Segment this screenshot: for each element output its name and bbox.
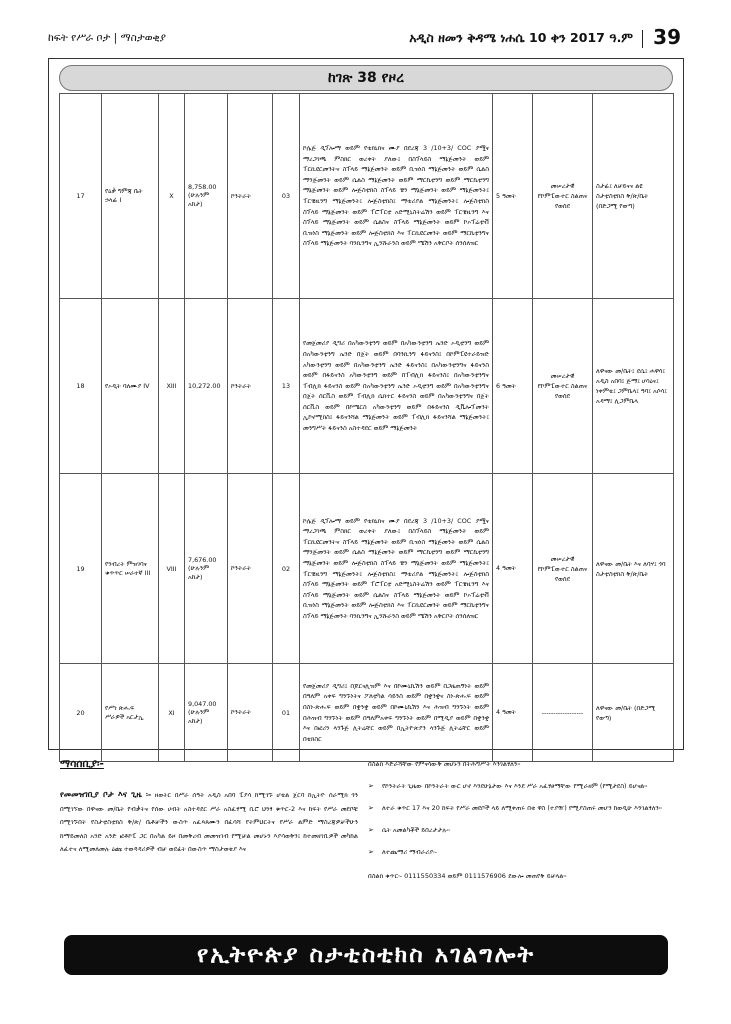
job-title-cell: የዕቃ ግምጃ ቤት ኃላፊ I: [102, 94, 159, 299]
employment-type-cell: ኮንትራት: [228, 94, 273, 299]
footer-banner: የኢትዮጵያ ስታቲስቲክስ አገልግሎት: [64, 935, 668, 975]
notice-bullet: ➢ ለተጨማሪ ማብራሪያ፡-: [368, 846, 678, 858]
contact-phone: በስልክ ቁጥር፡- 0111550334 ወይም 0111576906 ደውሎ መጠየቅ ይቻላል፡፡: [368, 872, 567, 880]
salary-cell: 10,272.00: [185, 299, 228, 474]
salary-cell: 8,758.00 (ሁሉንም አከታ): [185, 94, 228, 299]
vacancy-count-cell: 13: [273, 299, 300, 474]
registration-body: ዘወትር በሥራ ሰዓት አዲስ አበባ ፒያሳ ከሚገኙ ሆቴል ጀርባ ከኢትዮ ሰራሚክ ጎን በሚገኘው በዋናው መ/ቤት የብቃትና የሰው ሀብት አስተዳደር ሥራ አስፈፃሚ ቢሮ ህንፃ ቁጥር-2 እና ከፍት የሥራ መደቦቹ በሚገኙበት የስታቲስቲክስ ቅ/ጽ/ ቤቶቻችን ውስጥ አፈጻጸሙን በፈሳሻ የትምህርትና የሥራ ልምድ ማስረጃዎቻችሁን ከማይመለስ አንድ አንድ ፎቶኮፒ ጋር በአካል ይዞ በመቅረብ መመዝገብ የሚቻል መሆኑን እያሳወቅን፤ ከተመዘገቢዎች መካከል ለፈተና ለሚመለመሉ ዕጩ ተወዳዳሪዎች ብቻ ወደፊት በውስጥ ማስታወቂያ እና: [60, 791, 358, 853]
experience-cell: 4 ዓመት: [493, 474, 533, 664]
training-cell: መሠረታዊ የኮምፒውተር ስልጠና የወሰደ: [533, 299, 593, 474]
grade-cell: XIII: [159, 299, 185, 474]
grade-cell: XI: [159, 664, 185, 762]
vacancy-frame: [48, 58, 684, 750]
continued-banner: ከገጽ 38 የዞረ: [59, 65, 673, 91]
row-number-cell: 17: [60, 94, 102, 299]
table-row: [60, 664, 674, 762]
qualification-cell: ኮሌጅ ዲፕሎማ ወይም የቴክኒክና ሙያ በደረጃ 3 /10+3/ COC ያሟና ማረጋገጫ ምስክር ወረቀት ያለው፤ በስፕላይስ ማኔጅመንት ወይም ፐርኪዩርመንትና ስፕላይ ማኔጅመንት ወይም ቢዝነስ ማኔጅመንት ወይም ሴልስ ማንጅመንት ወይም ሴልስ ማኔጅመንት ወይም ማርኬቲንግ ወይም ማርኬቲንግ ማኔጅመንት ወይም ሎጅስቲክስ ስፕላይ ቼን ማኔጅመንት ወይም ማኔጅመንት፤ ፐርቼዚንግ ማኔጅመንት፤ ሎጅስቲክስ፤ ማቴሪያል ማኔጅመንት፤ ሎጅስቲክስ ስፕላይ ማኔጅመንት ወይም ፐሮፐርቲ አድሚኒስትሬሽን ወይም ፐርቼዚንግ እና ስፕላይ ማኔጅመንት ወይም ሴልስና ስፕላይ ማኔጅመንት ወይም ኮኦፕሬቲቭ ቢዝነስ ማኔጅመንት ወይም ሎጅስቲክስ እና ፐርኪዩርመንት ወይም ማርኬቲንግና ስፕላይ ማኔጅመንት ባንኪንግና ኢንሹራንስ ወይም ሜሽን አቅርቦት ሰንሰለዝር: [300, 94, 493, 299]
qualification-cell: የመጀመሪያ ዲግሪ፤ በጆርናሊዝም እና በኮሙኒኬሽን ወይም በጋዜጠኝነት ወይም በዓለም አቀፍ ግንኙነትና ፖለቲካል ሳይንስ ወይም በቋንቋና ስነ-ጽሑፍ ወይም በስነ-ጽሑፍ ወይም በቋንቋ ወይም በኮሙኒኬሽን እና ሕዝብ ግንኙነት ወይም በሕዝብ ግንኙነት ወይም በዓለምአቀፍ ግንኙነት ወይም በሚዲያ ወይም በቋንቋ እና በፎሪን ላንጉጅ ሊትሬቸር ወይም በኢትዮጵያን ላንጉጅ ሊትሬቸር ወይም በቴክስር: [300, 664, 493, 762]
newspaper-dateline: አዲስ ዘመን ቅዳሜ ነሐሴ 10 ቀን 2017 ዓ.ም: [409, 30, 633, 45]
page-number: 39: [653, 25, 681, 49]
experience-cell: 4 ዓመት: [493, 664, 533, 762]
row-number-cell: 19: [60, 474, 102, 664]
employment-type-cell: ኮንትራት: [228, 664, 273, 762]
section-label: ከፍት የሥራ ቦታ | ማስታወቂያ: [48, 32, 166, 44]
table-row: [60, 299, 674, 474]
notice-right-column: [368, 758, 678, 882]
employment-type-cell: ኮንትራት: [228, 474, 273, 664]
header-divider: [642, 30, 643, 48]
row-number-cell: 18: [60, 299, 102, 474]
notice-bullet: ➢ የኮንትራት ጊዜው በኮንትራት ውር ሆኖ እንደሁኔታው እና እንደ ሥራ አፈፃፀማቸው የሚራዘም (የሚታደስ) ይሆናል፡፡: [368, 780, 678, 792]
work-location-cell: ለዋናው መ/ቤት (በድጋሚ የወጣ): [593, 664, 674, 762]
notice-title: ማሳሰቢያ፡-: [60, 758, 104, 770]
training-cell: መሠረታዊ የኮምፒውተር ስልጠና የወሰደ: [533, 94, 593, 299]
table-row: [60, 94, 674, 299]
vacancy-count-cell: 02: [273, 474, 300, 664]
employment-type-cell: ኮንትራት: [228, 299, 273, 474]
work-location-cell: ለዋናው መ/ቤት እና ለባሃ፤ ጎባ ስታቲስቲክስ ቅ/ጽ/ቤት: [593, 474, 674, 664]
grade-cell: VIII: [159, 474, 185, 664]
notice-right-lead: በስልክ እድራሻቸው የምናሳውቅ መሆኑን በትሕግሥት እንገልፃለን፡፡: [368, 760, 521, 768]
vacancy-count-cell: 01: [273, 664, 300, 762]
table-row: [60, 474, 674, 664]
qualification-cell: ኮሌጅ ዲፕሎማ ወይም የቴክኒክና ሙያ በደረጃ 3 /10+3/ COC ያሟና ማረጋገጫ ምስክር ወረቀት ያለው፤ በስፕላይስ ማኔጅመንት ወይም ፐርኪዩርመንትና ስፕላይ ማኔጅመንት ወይም ቢዝነስ ማኔጅመንት ወይም ሴልስ ማንጅመንት ወይም ሴልስ ማኔጅመንት ወይም ማርኬቲንግ ወይም ማርኬቲንግ ማኔጅመንት ወይም ሎጅስቲክስ ስፕላይ ቼን ማኔጅመንት ወይም ማኔጅመንት፤ ፐርቼዚንግ ማኔጅመንት፤ ሎጅስቲክስ፤ ማቴሪያል ማኔጅመንት፤ ሎጅስቲክስ ስፕላይ ማኔጅመንት ወይም ፐሮፐርቲ አድሚኒስትሬሽን ወይም ፐርቼዚንግ እና ስፕላይ ማኔጅመንት ወይም ሴልስና ስፕላይ ማኔጅመንት ወይም ኮኦፕሬቲቭ ቢዝነስ ማኔጅመንት ወይም ሎጅስቲክስ እና ፐርኪዩርመንት ወይም ማርኬቲንግና ስፕላይ ማኔጅመንት ባንኪንግና ኢንሹራንስ ወይም ሜሽን አቅርቦት ሰንሰለዝር: [300, 474, 493, 664]
registration-info: [60, 788, 358, 857]
notice-bullet: ➢ ለተራ ቁጥር 17 እና 20 ከፍት የሥራ መደቦች ላይ ለሚቀጠሩ በቂ ዋስ (ተያዥ) የሚያስጠሩ መሆን ከወዲሁ እንገልፃለን፡፡: [368, 802, 678, 814]
job-title-cell: የንብረት ምዝገባና ቁጥጥር ሠራተኛ III: [102, 474, 159, 664]
job-title-cell: የሥነ ጽሑፍ ሥራዎች አርታኢ: [102, 664, 159, 762]
page-header: [48, 26, 683, 54]
training-cell: መሠረታዊ የኮምፒውተር ስልጠና የወሰደ: [533, 474, 593, 664]
vacancy-table: [59, 93, 674, 762]
grade-cell: X: [159, 94, 185, 299]
job-title-cell: የኦዲት ባለሙያ IV: [102, 299, 159, 474]
notice-bullet: ➢ ሴት አመልካቾች ይበረታታሉ፡፡: [368, 824, 678, 836]
registration-lead: የመመዝገቢያ ቦታ እና ጊዜ ፡-: [60, 790, 152, 799]
salary-cell: 9,047.00 (ሁሉንም አከታ): [185, 664, 228, 762]
experience-cell: 5 ዓመት: [493, 94, 533, 299]
work-location-cell: ለዋናው መ/ቤት፤ ደሴ፤ ሐዋሳ፤ አዲስ አበባ፤ ጅማ፤ ሆሳዕና፤ ነቀምቴ፤ ጋምቤላ፤ ዓባ፤ አሶሳ፤ አዳማ፤ ሊጋምቤላ: [593, 299, 674, 474]
row-number-cell: 20: [60, 664, 102, 762]
vacancy-count-cell: 03: [273, 94, 300, 299]
work-location-cell: ስታፊ፤ ለቻይናና ልዩ ስታቲስቲክስ ቅ/ጽ/ቤት (በድጋሚ የወጣ): [593, 94, 674, 299]
notice-section: [48, 754, 684, 930]
training-cell: ------------------: [533, 664, 593, 762]
qualification-cell: የመጀመሪያ ዲግሪ በአካውንቲንግ ወይም በአካውንቲንግ ኤንድ ኦዲቲንግ ወይም በአካውንቲንግ ኤንድ በጀት ወይም በባንኪንግ ፋይናንስ፤ በኮምፒዩተራይዝድ አካውንቲንግ ወይም በአካውንቲንግ ኤንድ ፋይናንስ፤ በአካውንቲንግና ፋይናንስ ወይም በፋይናንስ አካውንቲንግ ወይም በፐብሊክ ፋይናንስ፤ በአካውንቲንግና ፐብሊክ ፋይናንስ ወይም በአካውንቲንግ ኤንድ ኦዲቲንግ ወይም በአካውንቲንግና በጀት ሰርቪስ ወይም ፐብሊክ ሴክተር ፋይናንስ ወይም በአካውንቲንግና በጀት ሰርቪስ ወይም በኮሜርስ አካውንቲንግ ወይም በፋይናንስ ዲቬሎፕመንት ኢኮኖሚክስ፤ ፋይናንሻል ማኔጅመንት ወይም ፐብሊክ ፋይናንሻል ማኔጅመንት፤ መንግሥት ፋይናንስ አስተዳደር ወይም ማኔጅመንት: [300, 299, 493, 474]
salary-cell: 7,676.00 (ሁሉንም አከታ): [185, 474, 228, 664]
experience-cell: 6 ዓመት: [493, 299, 533, 474]
